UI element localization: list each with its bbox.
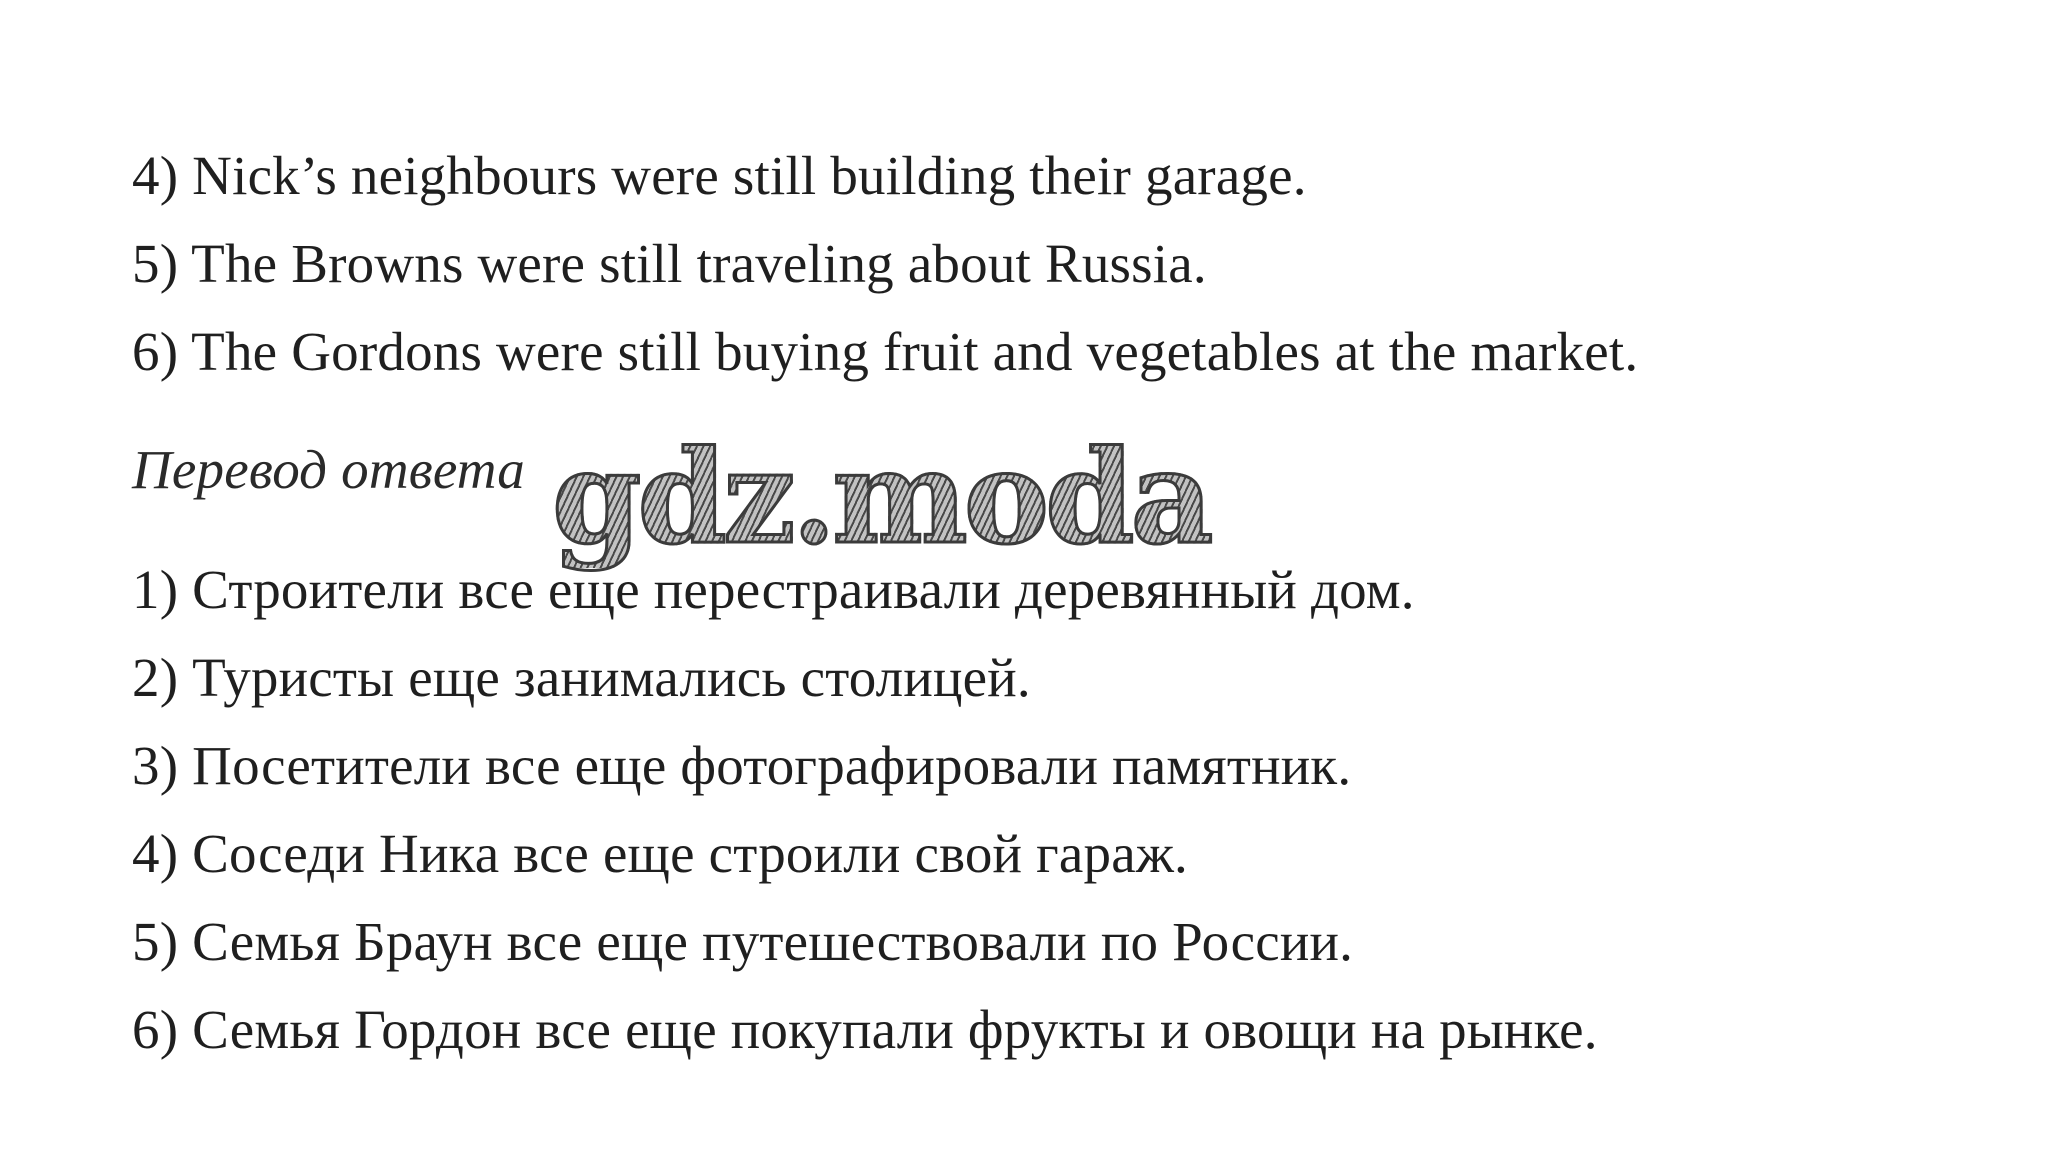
- cut-off-text-line: [132, 1128, 1912, 1136]
- answer-en-5: 5) The Browns were still traveling about Russia.: [132, 233, 1207, 294]
- answer-ru-4: 4) Соседи Ника все еще строили свой гараж.: [132, 823, 1188, 884]
- answer-en-6: 6) The Gordons were still buying fruit and vegetables at the market.: [132, 321, 1639, 382]
- answer-ru-2: 2) Туристы еще занимались столицей.: [132, 647, 1031, 708]
- translation-heading: Перевод ответа: [132, 439, 526, 500]
- answer-en-4: 4) Nick’s neighbours were still building their garage.: [132, 145, 1307, 206]
- answer-ru-6: 6) Семья Гордон все еще покупали фрукты и овощи на рынке.: [132, 999, 1598, 1060]
- answer-ru-3: 3) Посетители все еще фотографировали памятник.: [132, 735, 1352, 796]
- watermark-logo: gdz.moda: [552, 423, 1210, 573]
- answer-ru-5: 5) Семья Браун все еще путешествовали по России.: [132, 911, 1354, 972]
- answer-ru-1: 1) Строители все еще перестраивали деревянный дом.: [132, 559, 1415, 620]
